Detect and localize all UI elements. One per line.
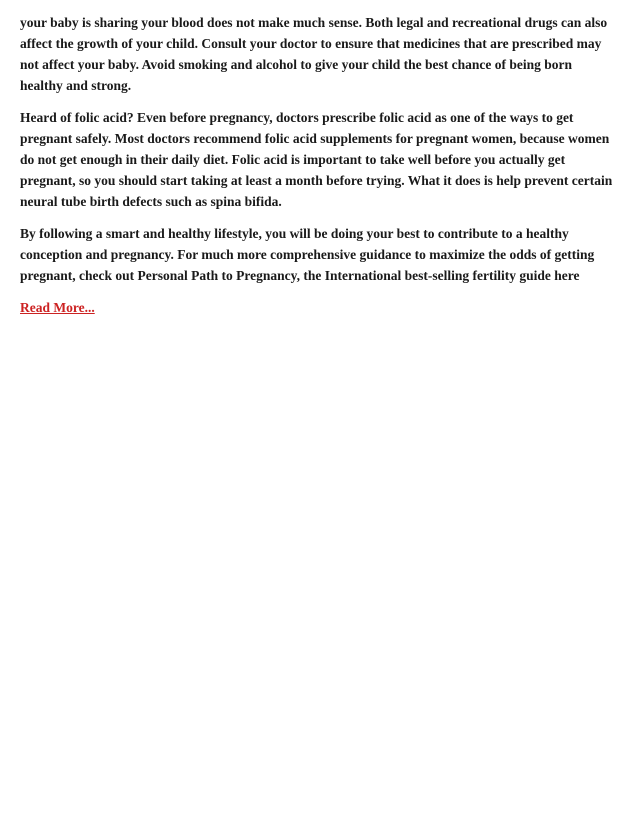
document-page [20,12,618,318]
paragraph-folic-acid: Heard of folic acid? Even before pregnancy, doctors prescribe folic acid as one of the ways to get pregnant safely. Most doctors recommend folic acid supplements for pregnant women, because women do not get enough in their daily diet. Folic acid is important to take well before you actually get pregnant, so you should start taking at least a month before trying. What it does is help prevent certain neural tube birth defects such as spina bifida. [20,110,613,209]
paragraph-drugs-advice: your baby is sharing your blood does not make much sense. Both legal and recreational drugs can also affect the growth of your child. Consult your doctor to ensure that medicines that are prescribed may not affect your baby. Avoid smoking and alcohol to give your child the best chance of being born healthy and strong. [20,15,608,93]
paragraph-healthy-lifestyle: By following a smart and healthy lifestyle, you will be doing your best to contribute to a healthy conception and pregnancy. For much more comprehensive guidance to maximize the odds of getting pregnant, check out Personal Path to Pregnancy, the International best-selling fertility guide here [20,226,595,283]
read-more-link[interactable]: Read More... [20,300,95,315]
